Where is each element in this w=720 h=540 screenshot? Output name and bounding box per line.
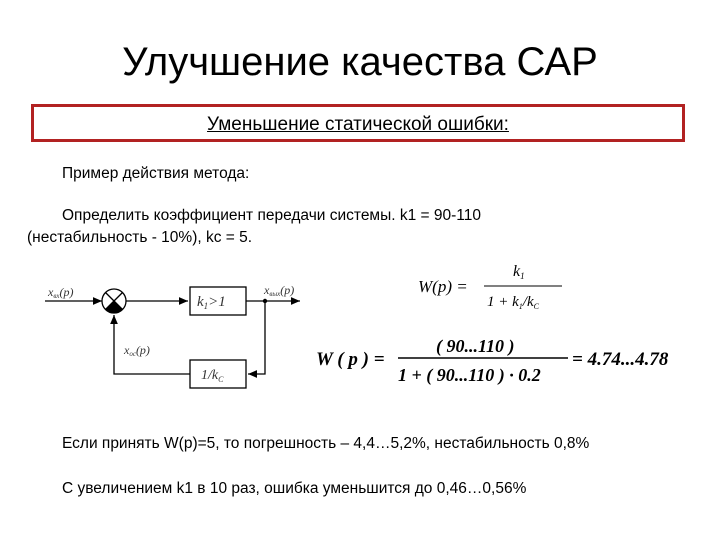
formula-numeric: [316, 336, 669, 386]
feedback-label: xос(p): [124, 343, 150, 358]
formula-transfer: [418, 263, 562, 311]
feedback-line-1: [248, 301, 265, 374]
summing-junction: [102, 289, 126, 313]
page-title: Улучшение качества САР: [122, 40, 598, 84]
task-line-1: Определить коэффициент передачи системы. k1 = 90-110: [62, 207, 481, 224]
svg-text:1 + ( 90...110 ) · 0.2: 1 + ( 90...110 ) · 0.2: [398, 365, 541, 385]
input-label: xвх(p): [48, 285, 74, 300]
result-line-1: Если принять W(p)=5, то погрешность – 4,4…5,2%, нестабильность 0,8%: [62, 435, 590, 452]
svg-text:= 4.74...4.78: = 4.74...4.78: [572, 349, 669, 370]
output-label: xвых(p): [264, 283, 295, 298]
block-k1-label: $k_1>1$: [197, 294, 226, 311]
svg-text:k1: k1: [513, 263, 525, 281]
task-line-2: (нестабильность - 10%), kс = 5.: [27, 229, 253, 246]
svg-text:W ( p ) =: W ( p ) =: [316, 349, 385, 370]
result-line-2: С увеличением k1 в 10 раз, ошибка уменьшится до 0,46…0,56%: [62, 480, 527, 497]
svg-text:W(p) =: W(p) =: [418, 277, 468, 296]
example-text: Пример действия метода:: [62, 165, 250, 182]
svg-text:( 90...110 ): ( 90...110 ): [436, 336, 515, 356]
svg-text:1 + k1/kC: $1 + k_1/k_C$: [487, 294, 539, 311]
block-kc-label: $1/k_C$: [201, 368, 224, 384]
subtitle: Уменьшение статической ошибки:: [207, 114, 509, 135]
